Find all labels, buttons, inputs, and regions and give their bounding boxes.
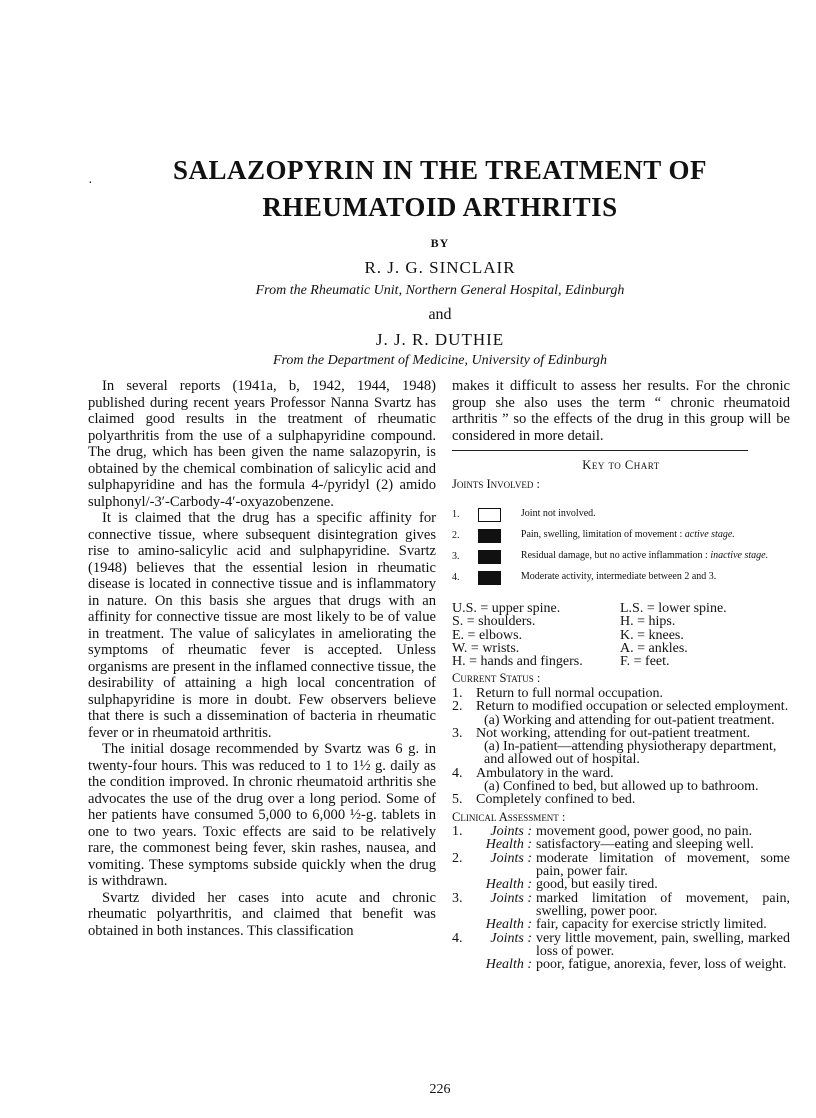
list-item [452,727,790,740]
item-number: 3. [452,725,463,741]
item-number: 4. [452,930,463,946]
stray-mark: · [88,176,93,191]
assessment-row [452,852,790,879]
abbreviation: F. = feet. [620,654,670,670]
assessment-key: Joints : [490,824,532,840]
item-number [452,918,474,931]
key-number: 4. [452,572,460,583]
item-text: Return to full normal occupation. [476,685,664,701]
affiliation-1: From the Rheumatic Unit, Northern General Hospital, Edinburgh [255,283,625,298]
key-text-italic: inactive stage. [710,550,769,561]
key-title: Key to Chart [582,458,660,472]
assessment-text: fair, capacity for exercise strictly limited. [536,917,767,933]
assessment-text: satisfactory—eating and sleeping well. [536,837,754,853]
abbreviation: A. = ankles. [620,640,688,656]
key-text-italic: active stage. [684,529,735,540]
item-text: (a) In-patient—attending physiotherapy department, and allowed out of hospital. [484,739,777,768]
assessment-text: moderate limitation of movement, some pain, power fair. [536,850,790,880]
title-line-1: SALAZOPYRIN IN THE TREATMENT OF [172,155,708,185]
paragraph-continuation: makes it difficult to assess her results. For the chronic group she also uses the term “ chronic rheumatoid arthritis ” so the effects of the drug in this group will be considered in more detail. [452,378,790,444]
assessment-row [452,958,790,971]
key-text: Joint not involved. [520,508,596,519]
assessment-key: Joints : [490,850,532,866]
item-number [452,838,474,851]
status-heading: Current Status : [452,671,541,686]
page-number: 226 [429,1082,451,1097]
item-text: Return to modified occupation or selected employment. [476,699,789,715]
item-text: (a) Confined to bed, but allowed up to bathroom. [484,779,759,795]
key-item [452,508,790,529]
key-text: Pain, swelling, limitation of movement : [520,529,685,540]
item-number: 4. [452,765,463,781]
key-number: 1. [452,509,460,520]
left-column [88,378,436,939]
key-item [452,550,790,571]
divider [452,450,748,451]
status-list [452,687,790,807]
assessment-key: Health : [485,917,532,933]
assessment-text: very little movement, pain, swelling, marked loss of power. [536,930,790,959]
abbreviation: H. = hips. [620,614,676,630]
abbreviation: K. = knees. [620,627,684,643]
list-subitem [452,714,790,727]
author-1: R. J. G. SINCLAIR [364,258,516,277]
item-number [452,958,474,971]
chart-key [452,508,790,592]
list-subitem [452,780,790,793]
item-number: 2. [452,699,463,715]
item-text: Not working, attending for out-patient treatment. [476,725,751,741]
author-2: J. J. R. DUTHIE [375,330,505,349]
assessment-key: Health : [485,877,532,893]
item-text: (a) Working and attending for out-patient treatment. [484,712,775,728]
key-number: 2. [452,530,460,541]
paragraph: In several reports (1941a, b, 1942, 1944, 1948) published during recent years Professor Nanna Svartz has claimed good results in the treatment of rheumatic polyarthritis from the use of a sulphapyridine compound. The drug, which has been given the name salazopyrin, is obtained by the chemical combination of salicylic acid and sulphapyridine and has the formula 4-/pyridyl (2) amido sulphonyl/-3′-Carbody-4′-oxyazobenzene. [88,378,436,510]
assessment-row [452,918,790,931]
affiliation-2: From the Department of Medicine, University of Edinburgh [272,353,608,368]
right-column [452,378,790,971]
assessment-row [452,838,790,851]
key-number: 3. [452,551,460,562]
assessment-row [452,932,790,959]
key-text: Moderate activity, intermediate between 2 and 3. [520,571,717,582]
list-item [452,793,790,806]
assessment-key: Health : [485,837,532,853]
title-line-2: RHEUMATOID ARTHRITIS [262,192,618,222]
assessment-text: good, but easily tired. [536,877,658,893]
key-item [452,571,790,592]
joints-heading: Joints Involved : [452,476,540,491]
assessment-row [452,892,790,919]
paragraph: It is claimed that the drug has a specific affinity for connective tissue, where subsequent disintegration gives rise to amino-salicylic acid and sulphapyridine. Svartz (1948) believes that the essential lesion in rheumatic disease is located in connective tissue and is inflammatory in nature. On this basis she argues that drugs with an affinity for connective tissue are most likely to be of value in treatment. The value of salicylates in ameliorating the symptoms of rheumatic fever is accepted. Unless organisms are present in the inflamed connective tissue, the desirability of attaining a high local concentration of sulphapyridine is more in doubt. Few observers believe that there is such a dissemination of bacteria in rheumatic fever or in rheumatoid arthritis. [88,510,436,741]
assessment-text: movement good, power good, no pain. [536,824,753,840]
item-number: 3. [452,890,463,906]
filled-box-icon [478,529,501,543]
list-item [452,700,790,713]
empty-box-icon [478,508,501,522]
assessment-key: Health : [485,957,532,973]
assessment-key: Joints : [490,890,532,906]
key-text: Residual damage, but no active inflammation : [520,550,711,561]
item-number: 1. [452,824,463,840]
abbreviation: E. = elbows. [452,627,523,643]
item-number: 2. [452,850,463,866]
assessment-heading: Clinical Assessment : [452,809,566,824]
item-number [452,878,474,891]
filled-box-icon [478,550,501,564]
byline-by: BY [430,236,450,250]
abbreviation-list [452,602,790,668]
abbreviation: L.S. = lower spine. [620,601,727,616]
filled-box-icon [478,571,501,585]
key-item [452,529,790,550]
item-number: 1. [452,685,463,701]
list-item [452,767,790,780]
item-text: Ambulatory in the ward. [476,765,614,781]
abbreviation: H. = hands and fingers. [452,654,583,670]
author-conjunction: and [428,306,452,323]
item-text: Completely confined to bed. [476,792,636,808]
list-item [452,687,790,700]
item-number: 5. [452,792,463,808]
abbreviation: U.S. = upper spine. [452,601,561,616]
abbreviation: S. = shoulders. [452,614,536,630]
paragraph: Svartz divided her cases into acute and chronic rheumatic polyarthritis, and claimed that benefit was obtained in both instances. This classification [88,889,436,939]
list-subitem [452,740,790,767]
assessment-row [452,878,790,891]
assessment-text: poor, fatigue, anorexia, fever, loss of weight. [536,957,787,973]
assessment-text: marked limitation of movement, pain, swelling, power poor. [536,890,790,919]
assessment-row [452,825,790,838]
assessment-list [452,825,790,971]
assessment-key: Joints : [490,930,532,946]
abbreviation: W. = wrists. [452,640,520,656]
paragraph: The initial dosage recommended by Svartz was 6 g. in twenty-four hours. This was reduced to 1 to 1½ g. daily as the condition improved. In chronic rheumatoid arthritis she advocates the use of the drug over a long period. Some of her patients have consumed 5,000 to 6,000 ½-g. tablets in one to two years. Toxic effects are said to be relatively rare, the commonest being fever, skin rashes, nausea, and vomiting. These symptoms subside quickly when the drug is withdrawn. [88,741,436,889]
article-title [130,152,750,226]
